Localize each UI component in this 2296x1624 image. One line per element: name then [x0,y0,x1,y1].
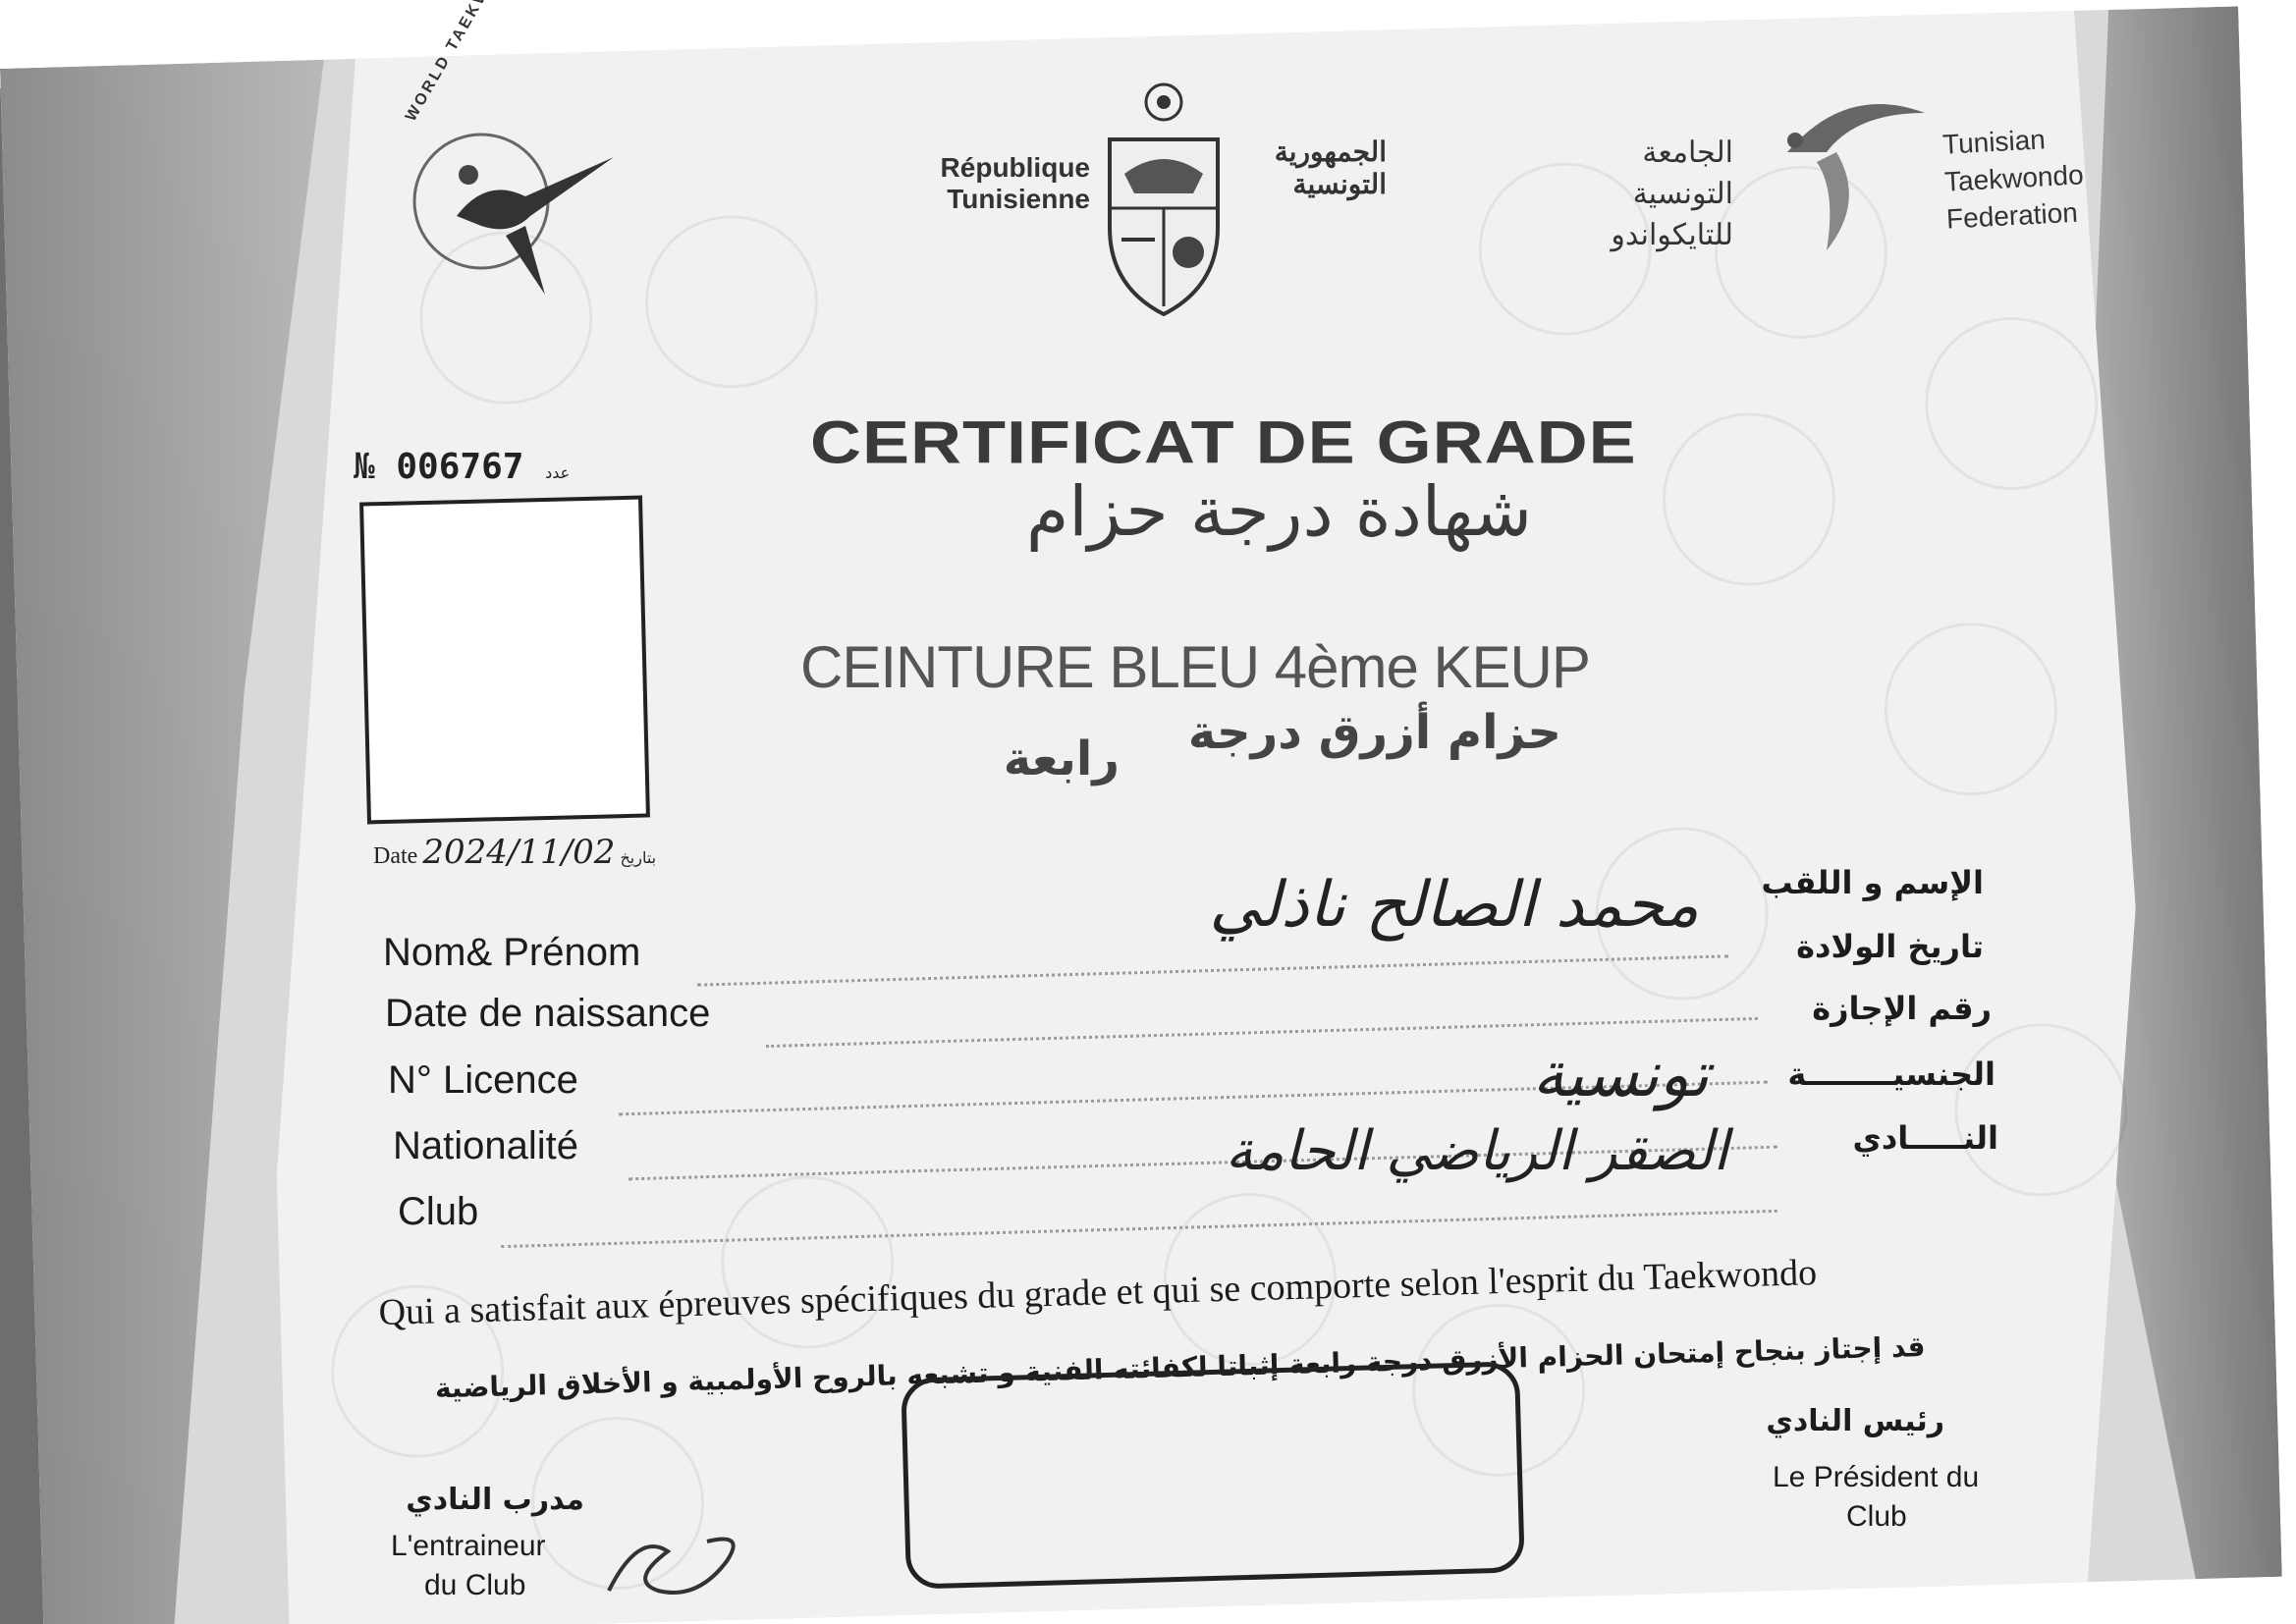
label-club-ar: النـــــادي [1852,1119,1998,1157]
world-taekwondo-logo [388,98,653,304]
certificate-title-fr: CERTIFICAT DE GRADE [810,409,1637,476]
federation-ar-line1: الجامعة [1642,136,1733,169]
label-licence-ar: رقم الإجازة [1812,990,1992,1027]
republic-name-ar [1239,135,1387,200]
value-club: الصقر الرياضي الحامة [1225,1119,1728,1183]
number-prefix: № [354,447,375,487]
republic-fr-line2: Tunisienne [947,184,1090,214]
value-nationality: تونسية [1532,1039,1709,1111]
president-title-fr-line2: Club [1846,1500,1907,1533]
coach-title-fr-line2: du Club [424,1569,526,1601]
grade-fr: CEINTURE BLEU 4ème KEUP [800,634,1590,700]
federation-en-line1: Tunisian [1941,124,2047,160]
grade-ar-line1: حزام أزرق درجة [1187,705,1561,760]
label-birth-fr: Date de naissance [385,992,711,1035]
republic-ar-line1: الجمهورية [1274,136,1387,167]
label-nationality-fr: Nationalité [393,1124,579,1167]
certificate-title-ar: شهادة درجة حزام [1025,471,1532,552]
statement-fr: Qui a satisfait aux épreuves spécifiques du grade et qui se comporte selon l'esprit du Taekwondo [378,1252,1818,1333]
label-name-ar: الإسم و اللقب [1761,864,1984,901]
coach-title-fr-line1: L'entraineur [391,1530,546,1562]
number-ar: عدد [545,463,571,482]
federation-ar-line2: التونسية [1632,178,1733,210]
stamp-box [901,1361,1525,1590]
federation-name-en [1941,119,2086,238]
date-label: Date [373,843,418,869]
federation-en-line2: Taekwondo [1943,159,2085,197]
date-ar: بتاريخ [620,848,657,867]
federation-logo [1758,93,1935,260]
grade-ar-line2: رابعة [1003,731,1120,786]
federation-ar-line3: للتايكواندو [1611,219,1733,251]
label-birth-ar: تاريخ الولادة [1796,928,1984,965]
certificate-number [354,447,570,487]
coat-of-arms-icon [1090,81,1237,321]
label-name-fr: Nom& Prénom [383,931,641,974]
date-line [373,833,656,872]
photo-box [359,496,650,825]
coach-title-ar: مدرب النادي [406,1483,584,1517]
republic-fr-line1: République [940,152,1090,183]
date-value: 2024/11/02 [422,833,616,872]
president-title-fr-line1: Le Président du [1773,1461,1980,1493]
president-title-ar: رئيس النادي [1766,1404,1944,1438]
label-club-fr: Club [398,1190,479,1233]
republic-ar-line2: التونسية [1292,169,1387,199]
number-value: 006767 [396,447,524,487]
label-nationality-ar: الجنسيــــــــة [1787,1056,1995,1093]
value-name: محمد الصالح ناذلي [1209,869,1699,942]
federation-name-ar [1561,133,1733,256]
federation-en-line3: Federation [1945,196,2079,235]
statement-ar: قد إجتاز بنجاح إمتحان الحزام الأزرق درجة رابعة إثباتا لكفائته الفنية و تشبعه بالروح الأولمبية و الأخلاق الرياضية [434,1330,1926,1405]
coach-signature [589,1502,766,1610]
republic-name-fr [918,152,1090,215]
label-licence-fr: N° Licence [388,1058,578,1102]
